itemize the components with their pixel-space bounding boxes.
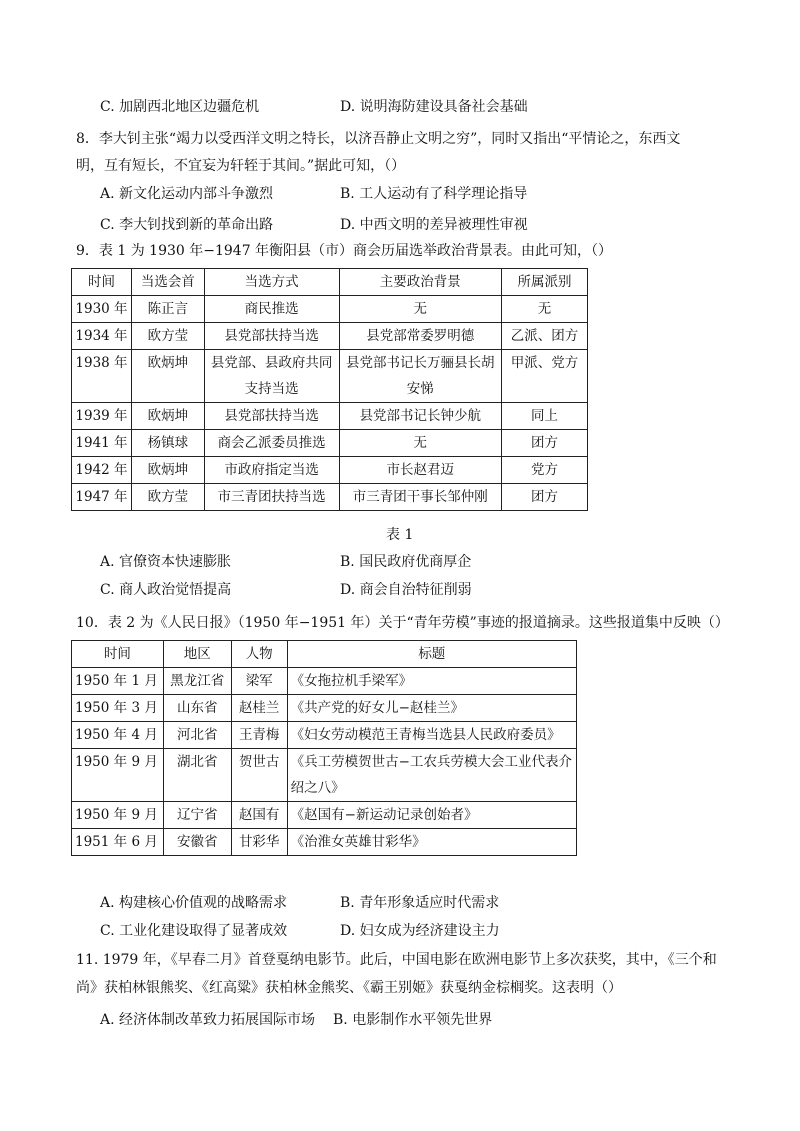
table-cell: 市政府指定当选 [204, 457, 339, 484]
table-cell: 湖北省 [163, 749, 231, 802]
q9-table [71, 268, 588, 511]
table-cell: 《兵工劳模贺世古−工农兵劳模大会工业代表介绍之八》 [287, 749, 576, 802]
q10-stem: 10．表 2 为《人民日报》（1950 年−1951 年）关于“青年劳模”事迹的报道摘录。这些报道集中反映（） [76, 615, 729, 631]
table-row [72, 323, 588, 350]
table-cell: 1941 年 [72, 430, 132, 457]
table-cell: 无 [339, 296, 502, 323]
q8-option-b: B. 工人运动有了科学理论指导 [340, 186, 528, 202]
table-cell: 县党部扶持当选 [204, 403, 339, 430]
table-cell: 1950 年 3 月 [72, 695, 164, 722]
table-row [72, 457, 588, 484]
table-cell: 《女拖拉机手梁军》 [287, 668, 576, 695]
q8-option-d: D. 中西文明的差异被理性审视 [340, 217, 528, 233]
table-row [72, 296, 588, 323]
table-cell: 陈正言 [131, 296, 204, 323]
table-cell: 同上 [502, 403, 588, 430]
table-header-row [72, 641, 577, 668]
table-cell: 无 [339, 430, 502, 457]
table-cell: 《共产党的好女儿−赵桂兰》 [287, 695, 576, 722]
q11-stem-line1: 11. 1979 年，《早春二月》首登戛纳电影节。此后，中国电影在欧洲电影节上多次获奖，其中，《三个和 [76, 952, 717, 968]
table-cell: 县党部书记长钟少航 [339, 403, 502, 430]
table-cell: 党方 [502, 457, 588, 484]
table-cell: 欧炳坤 [131, 350, 204, 403]
header-cell: 时间 [72, 269, 132, 296]
table-cell: 1950 年 9 月 [72, 749, 164, 802]
table-cell: 商会乙派委员推选 [204, 430, 339, 457]
table-cell: 无 [502, 296, 588, 323]
q9-option-a: A. 官僚资本快速膨胀 [100, 554, 232, 570]
table-cell: 欧炳坤 [131, 403, 204, 430]
table-row [72, 430, 588, 457]
table-cell: 县党部、县政府共同支持当选 [204, 350, 339, 403]
table-row [72, 695, 577, 722]
table-row [72, 668, 577, 695]
table-cell: 《治淮女英雄甘彩华》 [287, 829, 576, 856]
table-cell: 市三青团扶持当选 [204, 484, 339, 511]
table-cell: 欧方莹 [131, 323, 204, 350]
table-cell: 1950 年 1 月 [72, 668, 164, 695]
table-cell: 1939 年 [72, 403, 132, 430]
table-cell: 市长赵君迈 [339, 457, 502, 484]
table-cell: 县党部书记长万骊县长胡安悌 [339, 350, 502, 403]
q8-option-a: A. 新文化运动内部斗争激烈 [100, 186, 274, 202]
q11-option-b: B. 电影制作水平领先世界 [333, 1012, 493, 1028]
table-cell: 县党部常委罗明德 [339, 323, 502, 350]
table-cell: 县党部扶持当选 [204, 323, 339, 350]
table-row [72, 749, 577, 802]
table-header-row [72, 269, 588, 296]
table-cell: 《妇女劳动模范王青梅当选县人民政府委员》 [287, 722, 576, 749]
header-cell: 当选会首 [131, 269, 204, 296]
table-cell: 1950 年 4 月 [72, 722, 164, 749]
table-cell: 贺世古 [231, 749, 287, 802]
table-cell: 甘彩华 [231, 829, 287, 856]
table-row [72, 403, 588, 430]
table-cell: 赵国有 [231, 802, 287, 829]
table-cell: 1951 年 6 月 [72, 829, 164, 856]
q9-option-b: B. 国民政府优商厚企 [340, 554, 472, 570]
q9-option-c: C. 商人政治觉悟提高 [100, 582, 232, 598]
table-row [72, 802, 577, 829]
table-cell: 《赵国有−新运动记录创始者》 [287, 802, 576, 829]
table-cell: 1938 年 [72, 350, 132, 403]
table-cell: 安徽省 [163, 829, 231, 856]
table-cell: 黑龙江省 [163, 668, 231, 695]
header-cell: 主要政治背景 [339, 269, 502, 296]
table-cell: 1947 年 [72, 484, 132, 511]
table-cell: 1942 年 [72, 457, 132, 484]
header-cell: 当选方式 [204, 269, 339, 296]
table-cell: 欧炳坤 [131, 457, 204, 484]
table-cell: 河北省 [163, 722, 231, 749]
table-row [72, 829, 577, 856]
table-cell: 甲派、党方 [502, 350, 588, 403]
q7-option-d: D. 说明海防建设具备社会基础 [340, 99, 528, 115]
table-row [72, 484, 588, 511]
q11-option-a: A. 经济体制改革致力拓展国际市场 [100, 1012, 316, 1028]
table-cell: 1930 年 [72, 296, 132, 323]
table-row [72, 722, 577, 749]
q8-stem-line2: 明，互有短长，不宜妄为轩轾于其间。”据此可知，（） [76, 158, 406, 174]
table-cell: 欧方莹 [131, 484, 204, 511]
q10-option-b: B. 青年形象适应时代需求 [340, 895, 500, 911]
table-cell: 辽宁省 [163, 802, 231, 829]
q9-stem: 9．表 1 为 1930 年−1947 年衡阳县（市）商会历届选举政治背景表。由此可知，（） [76, 243, 613, 259]
q10-option-a: A. 构建核心价值观的战略需求 [100, 895, 288, 911]
header-cell: 所属派别 [502, 269, 588, 296]
header-cell: 人物 [231, 641, 287, 668]
table-cell: 市三青团干事长邹仲刚 [339, 484, 502, 511]
table-cell: 王青梅 [231, 722, 287, 749]
table-row [72, 350, 588, 403]
q7-option-c: C. 加剧西北地区边疆危机 [100, 99, 260, 115]
table-cell: 团方 [502, 430, 588, 457]
table-cell: 1934 年 [72, 323, 132, 350]
q10-option-d: D. 妇女成为经济建设主力 [340, 923, 500, 939]
q8-stem-line1: 8．李大钊主张“竭力以受西洋文明之特长，以济吾静止文明之穷”，同时又指出“平情论之，东西文 [76, 131, 681, 147]
q10-option-c: C. 工业化建设取得了显著成效 [100, 923, 288, 939]
q11-stem-line2: 尚》获柏林银熊奖、《红高粱》获柏林金熊奖、《霸王别姬》获戛纳金棕榈奖。这表明（） [76, 980, 622, 996]
table-cell: 商民推选 [204, 296, 339, 323]
q9-option-d: D. 商会自治特征削弱 [340, 582, 472, 598]
q8-option-c: C. 李大钊找到新的革命出路 [100, 217, 274, 233]
q10-table [71, 640, 577, 856]
table-cell: 杨镇球 [131, 430, 204, 457]
table-cell: 赵桂兰 [231, 695, 287, 722]
header-cell: 时间 [72, 641, 164, 668]
q9-table-caption: 表 1 [386, 527, 414, 543]
table-cell: 团方 [502, 484, 588, 511]
table-cell: 梁军 [231, 668, 287, 695]
table-cell: 山东省 [163, 695, 231, 722]
table-cell: 1950 年 9 月 [72, 802, 164, 829]
table-cell: 乙派、团方 [502, 323, 588, 350]
header-cell: 地区 [163, 641, 231, 668]
header-cell: 标题 [287, 641, 576, 668]
